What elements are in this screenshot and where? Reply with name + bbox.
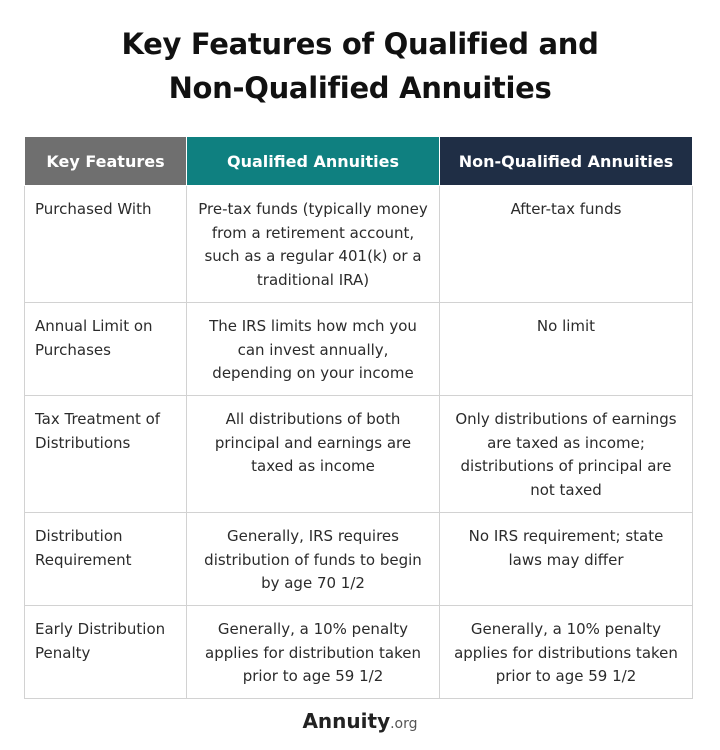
table-row — [25, 303, 693, 396]
qualified-cell: The IRS limits how mch you can invest annually, depending on your income — [187, 303, 440, 396]
non-qualified-cell: No limit — [440, 303, 693, 396]
title-line-1: Key Features of Qualified and — [121, 27, 599, 61]
qualified-cell: Generally, a 10% penalty applies for distribution taken prior to age 59 1/2 — [187, 606, 440, 699]
qualified-cell: Pre-tax funds (typically money from a retirement account, such as a regular 401(k) or a traditional IRA) — [187, 186, 440, 303]
table-row — [25, 186, 693, 303]
table-row — [25, 513, 693, 606]
non-qualified-cell: Generally, a 10% penalty applies for distributions taken prior to age 59 1/2 — [440, 606, 693, 699]
header-key-features: Key Features — [25, 137, 187, 186]
table-row — [25, 606, 693, 699]
feature-cell: Annual Limit on Purchases — [25, 303, 187, 396]
non-qualified-cell: After-tax funds — [440, 186, 693, 303]
header-qualified-annuities: Qualified Annuities — [187, 137, 440, 186]
header-non-qualified-annuities: Non-Qualified Annuities — [440, 137, 693, 186]
non-qualified-cell: Only distributions of earnings are taxed as income; distributions of principal are not taxed — [440, 396, 693, 513]
feature-cell: Purchased With — [25, 186, 187, 303]
table-row — [25, 396, 693, 513]
feature-cell: Early Distribution Penalty — [25, 606, 187, 699]
non-qualified-cell: No IRS requirement; state laws may differ — [440, 513, 693, 606]
header-row — [25, 137, 693, 186]
brand-name: Annuity — [302, 709, 391, 733]
comparison-table — [24, 136, 693, 699]
feature-cell: Distribution Requirement — [25, 513, 187, 606]
qualified-cell: Generally, IRS requires distribution of funds to begin by age 70 1/2 — [187, 513, 440, 606]
qualified-cell: All distributions of both principal and earnings are taxed as income — [187, 396, 440, 513]
brand-suffix: .org — [390, 716, 418, 732]
title-line-2: Non-Qualified Annuities — [168, 71, 552, 105]
page-title — [0, 22, 720, 110]
feature-cell: Tax Treatment of Distributions — [25, 396, 187, 513]
brand-logo — [0, 706, 720, 739]
